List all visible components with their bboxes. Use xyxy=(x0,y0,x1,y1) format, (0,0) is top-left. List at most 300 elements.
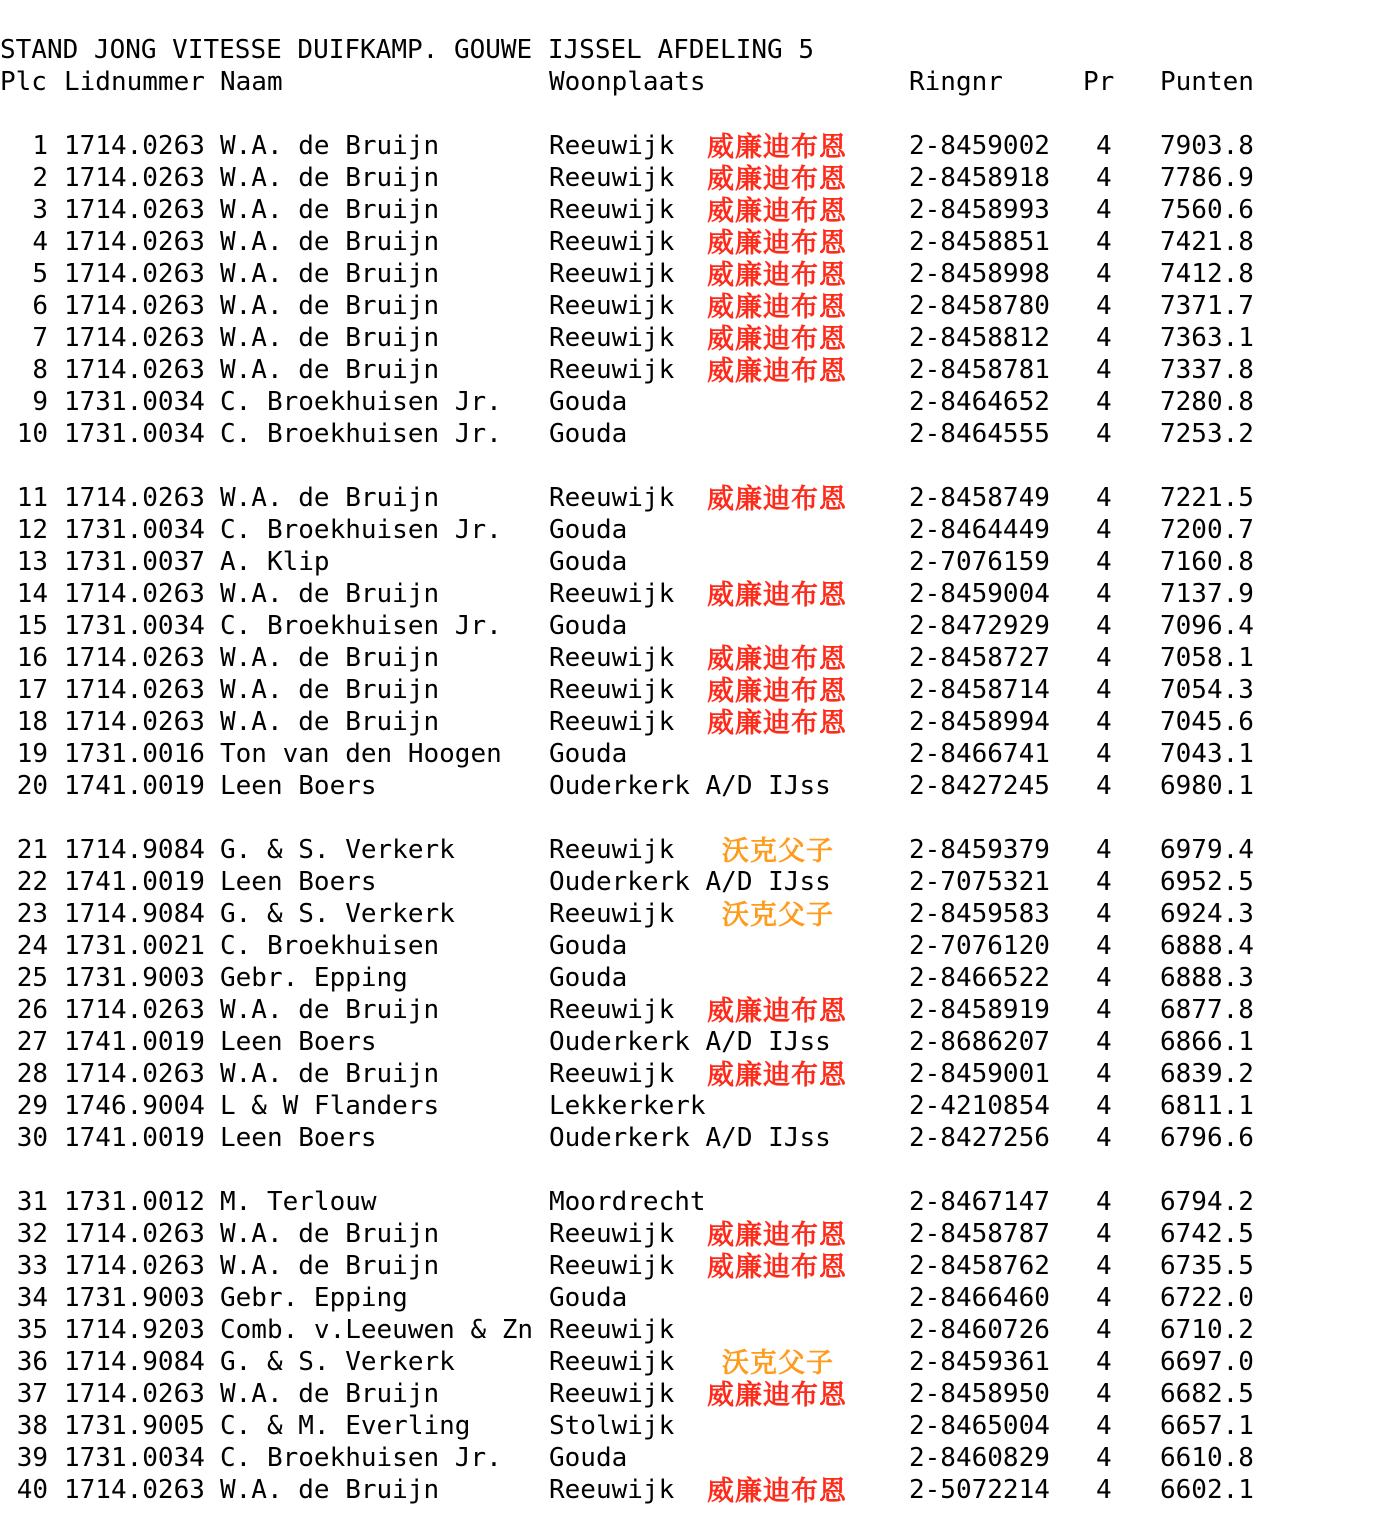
row-punten: 6866.1 xyxy=(1160,1027,1254,1057)
chinese-name-annotation: 威廉迪布恩 xyxy=(707,196,847,227)
row-ringnr: 2-8458749 xyxy=(909,483,1050,513)
row-woonplaats: Gouda xyxy=(549,419,628,449)
row-naam: W.A. de Bruijn xyxy=(220,579,440,609)
row-punten: 7096.4 xyxy=(1160,611,1254,641)
row-plc: 30 xyxy=(16,1123,48,1153)
row-naam: W.A. de Bruijn xyxy=(220,1059,440,1089)
header-ringnr: Ringnr xyxy=(909,67,1003,97)
row-pr: 4 xyxy=(1096,995,1112,1025)
row-woonplaats: Reeuwijk xyxy=(549,1379,675,1409)
row-ringnr: 2-8458994 xyxy=(909,707,1050,737)
row-woonplaats: Reeuwijk xyxy=(549,259,675,289)
table-row xyxy=(0,194,1398,226)
row-pr: 4 xyxy=(1096,131,1112,161)
table-row xyxy=(0,930,1398,962)
row-ringnr: 2-8458787 xyxy=(909,1219,1050,1249)
row-woonplaats: Reeuwijk xyxy=(549,323,675,353)
row-ringnr: 2-8459583 xyxy=(909,899,1050,929)
row-ringnr: 2-8467147 xyxy=(909,1187,1050,1217)
chinese-name-annotation: 威廉迪布恩 xyxy=(707,260,847,291)
row-naam: G. & S. Verkerk xyxy=(220,899,455,929)
row-ringnr: 2-8459002 xyxy=(909,131,1050,161)
row-plc: 9 xyxy=(32,387,48,417)
row-pr: 4 xyxy=(1096,611,1112,641)
row-naam: C. Broekhuisen Jr. xyxy=(220,1443,502,1473)
row-plc: 22 xyxy=(16,867,48,897)
row-pr: 4 xyxy=(1096,1443,1112,1473)
row-plc: 28 xyxy=(16,1059,48,1089)
row-woonplaats: Reeuwijk xyxy=(549,579,675,609)
chinese-name-annotation: 沃克父子 xyxy=(722,900,834,931)
row-pr: 4 xyxy=(1096,739,1112,769)
row-ringnr: 2-8458919 xyxy=(909,995,1050,1025)
row-pr: 4 xyxy=(1096,771,1112,801)
row-woonplaats: Reeuwijk xyxy=(549,1059,675,1089)
row-lidnummer: 1714.0263 xyxy=(64,227,205,257)
table-row xyxy=(0,674,1398,706)
row-naam: W.A. de Bruijn xyxy=(220,643,440,673)
row-woonplaats: Reeuwijk xyxy=(549,1475,675,1505)
row-ringnr: 2-8686207 xyxy=(909,1027,1050,1057)
chinese-name-annotation: 威廉迪布恩 xyxy=(707,356,847,387)
row-plc: 38 xyxy=(16,1411,48,1441)
row-punten: 6979.4 xyxy=(1160,835,1254,865)
row-ringnr: 2-8460726 xyxy=(909,1315,1050,1345)
row-lidnummer: 1714.0263 xyxy=(64,291,205,321)
row-plc: 1 xyxy=(32,131,48,161)
row-lidnummer: 1714.0263 xyxy=(64,1251,205,1281)
row-pr: 4 xyxy=(1096,163,1112,193)
row-pr: 4 xyxy=(1096,707,1112,737)
row-naam: W.A. de Bruijn xyxy=(220,1251,440,1281)
row-ringnr: 2-8458993 xyxy=(909,195,1050,225)
row-plc: 26 xyxy=(16,995,48,1025)
row-naam: Comb. v.Leeuwen & Zn xyxy=(220,1315,534,1345)
row-lidnummer: 1714.9084 xyxy=(64,899,205,929)
chinese-name-annotation: 威廉迪布恩 xyxy=(707,644,847,675)
row-ringnr: 2-7076159 xyxy=(909,547,1050,577)
row-ringnr: 2-8466460 xyxy=(909,1283,1050,1313)
row-lidnummer: 1714.9084 xyxy=(64,1347,205,1377)
row-naam: W.A. de Bruijn xyxy=(220,227,440,257)
table-row xyxy=(0,258,1398,290)
row-plc: 35 xyxy=(16,1315,48,1345)
row-ringnr: 2-7075321 xyxy=(909,867,1050,897)
row-lidnummer: 1714.0263 xyxy=(64,483,205,513)
row-ringnr: 2-8464555 xyxy=(909,419,1050,449)
row-punten: 7363.1 xyxy=(1160,323,1254,353)
row-lidnummer: 1714.0263 xyxy=(64,195,205,225)
row-plc: 6 xyxy=(32,291,48,321)
row-woonplaats: Reeuwijk xyxy=(549,1347,675,1377)
chinese-name-annotation: 威廉迪布恩 xyxy=(707,1060,847,1091)
table-row xyxy=(0,1378,1398,1410)
row-pr: 4 xyxy=(1096,963,1112,993)
row-woonplaats: Gouda xyxy=(549,515,628,545)
row-pr: 4 xyxy=(1096,835,1112,865)
row-woonplaats: Gouda xyxy=(549,1443,628,1473)
chinese-name-annotation: 威廉迪布恩 xyxy=(707,996,847,1027)
row-lidnummer: 1714.0263 xyxy=(64,131,205,161)
row-punten: 6697.0 xyxy=(1160,1347,1254,1377)
row-naam: G. & S. Verkerk xyxy=(220,1347,455,1377)
row-naam: Leen Boers xyxy=(220,771,377,801)
row-naam: W.A. de Bruijn xyxy=(220,195,440,225)
table-row xyxy=(0,354,1398,386)
table-row xyxy=(0,994,1398,1026)
row-ringnr: 2-8458851 xyxy=(909,227,1050,257)
row-pr: 4 xyxy=(1096,643,1112,673)
row-woonplaats: Stolwijk xyxy=(549,1411,675,1441)
row-plc: 36 xyxy=(16,1347,48,1377)
row-woonplaats: Reeuwijk xyxy=(549,995,675,1025)
row-naam: W.A. de Bruijn xyxy=(220,1219,440,1249)
row-punten: 7160.8 xyxy=(1160,547,1254,577)
row-punten: 7903.8 xyxy=(1160,131,1254,161)
row-woonplaats: Reeuwijk xyxy=(549,675,675,705)
chinese-name-annotation: 沃克父子 xyxy=(722,836,834,867)
row-lidnummer: 1731.0034 xyxy=(64,515,205,545)
row-woonplaats: Reeuwijk xyxy=(549,163,675,193)
table-row xyxy=(0,546,1398,578)
row-punten: 6811.1 xyxy=(1160,1091,1254,1121)
row-woonplaats: Reeuwijk xyxy=(549,1251,675,1281)
row-lidnummer: 1731.0037 xyxy=(64,547,205,577)
row-naam: W.A. de Bruijn xyxy=(220,291,440,321)
row-lidnummer: 1731.9005 xyxy=(64,1411,205,1441)
row-punten: 7412.8 xyxy=(1160,259,1254,289)
row-naam: W.A. de Bruijn xyxy=(220,1475,440,1505)
row-lidnummer: 1741.0019 xyxy=(64,771,205,801)
row-pr: 4 xyxy=(1096,1475,1112,1505)
row-lidnummer: 1714.0263 xyxy=(64,643,205,673)
table-row xyxy=(0,770,1398,802)
row-naam: C. Broekhuisen Jr. xyxy=(220,387,502,417)
row-lidnummer: 1714.0263 xyxy=(64,355,205,385)
row-pr: 4 xyxy=(1096,1187,1112,1217)
row-lidnummer: 1714.0263 xyxy=(64,579,205,609)
table-row xyxy=(0,1058,1398,1090)
row-punten: 7253.2 xyxy=(1160,419,1254,449)
table-row xyxy=(0,514,1398,546)
table-row xyxy=(0,962,1398,994)
table-row xyxy=(0,386,1398,418)
row-lidnummer: 1731.0016 xyxy=(64,739,205,769)
row-woonplaats: Gouda xyxy=(549,1283,628,1313)
row-lidnummer: 1746.9004 xyxy=(64,1091,205,1121)
table-row xyxy=(0,130,1398,162)
row-woonplaats: Ouderkerk A/D IJss xyxy=(549,867,831,897)
row-woonplaats: Reeuwijk xyxy=(549,1219,675,1249)
row-lidnummer: 1731.0034 xyxy=(64,1443,205,1473)
row-woonplaats: Reeuwijk xyxy=(549,1315,675,1345)
row-pr: 4 xyxy=(1096,675,1112,705)
chinese-name-annotation: 威廉迪布恩 xyxy=(707,1252,847,1283)
row-punten: 7045.6 xyxy=(1160,707,1254,737)
row-punten: 6610.8 xyxy=(1160,1443,1254,1473)
table-row xyxy=(0,1410,1398,1442)
row-naam: W.A. de Bruijn xyxy=(220,163,440,193)
row-punten: 6839.2 xyxy=(1160,1059,1254,1089)
row-lidnummer: 1741.0019 xyxy=(64,1123,205,1153)
row-pr: 4 xyxy=(1096,387,1112,417)
row-punten: 6735.5 xyxy=(1160,1251,1254,1281)
row-punten: 6742.5 xyxy=(1160,1219,1254,1249)
row-pr: 4 xyxy=(1096,899,1112,929)
row-woonplaats: Gouda xyxy=(549,547,628,577)
row-lidnummer: 1714.0263 xyxy=(64,1475,205,1505)
row-pr: 4 xyxy=(1096,1027,1112,1057)
row-lidnummer: 1741.0019 xyxy=(64,1027,205,1057)
header-punten: Punten xyxy=(1160,67,1254,97)
table-row xyxy=(0,642,1398,674)
row-plc: 5 xyxy=(32,259,48,289)
row-lidnummer: 1714.0263 xyxy=(64,323,205,353)
table-row xyxy=(0,226,1398,258)
row-plc: 4 xyxy=(32,227,48,257)
chinese-name-annotation: 威廉迪布恩 xyxy=(707,228,847,259)
row-naam: G. & S. Verkerk xyxy=(220,835,455,865)
row-pr: 4 xyxy=(1096,259,1112,289)
row-woonplaats: Gouda xyxy=(549,387,628,417)
row-ringnr: 2-8458998 xyxy=(909,259,1050,289)
row-plc: 3 xyxy=(32,195,48,225)
row-lidnummer: 1714.0263 xyxy=(64,707,205,737)
row-lidnummer: 1714.0263 xyxy=(64,1059,205,1089)
row-plc: 11 xyxy=(16,483,48,513)
table-row xyxy=(0,834,1398,866)
table-row xyxy=(0,738,1398,770)
row-naam: Gebr. Epping xyxy=(220,1283,408,1313)
row-plc: 10 xyxy=(16,419,48,449)
row-woonplaats: Gouda xyxy=(549,739,628,769)
row-plc: 14 xyxy=(16,579,48,609)
row-woonplaats: Reeuwijk xyxy=(549,483,675,513)
row-punten: 7371.7 xyxy=(1160,291,1254,321)
row-woonplaats: Ouderkerk A/D IJss xyxy=(549,1123,831,1153)
row-naam: C. Broekhuisen Jr. xyxy=(220,515,502,545)
row-pr: 4 xyxy=(1096,419,1112,449)
row-naam: W.A. de Bruijn xyxy=(220,995,440,1025)
row-ringnr: 2-8458918 xyxy=(909,163,1050,193)
table-row xyxy=(0,1186,1398,1218)
row-lidnummer: 1714.0263 xyxy=(64,1219,205,1249)
row-pr: 4 xyxy=(1096,867,1112,897)
row-naam: Leen Boers xyxy=(220,867,377,897)
row-ringnr: 2-8427245 xyxy=(909,771,1050,801)
row-naam: W.A. de Bruijn xyxy=(220,675,440,705)
row-naam: C. Broekhuisen xyxy=(220,931,440,961)
row-naam: W.A. de Bruijn xyxy=(220,707,440,737)
row-naam: C. Broekhuisen Jr. xyxy=(220,611,502,641)
row-plc: 40 xyxy=(16,1475,48,1505)
chinese-name-annotation: 威廉迪布恩 xyxy=(707,1476,847,1507)
row-punten: 7058.1 xyxy=(1160,643,1254,673)
row-naam: W.A. de Bruijn xyxy=(220,483,440,513)
row-woonplaats: Reeuwijk xyxy=(549,355,675,385)
table-row xyxy=(0,482,1398,514)
row-punten: 6877.8 xyxy=(1160,995,1254,1025)
row-pr: 4 xyxy=(1096,1091,1112,1121)
row-woonplaats: Reeuwijk xyxy=(549,643,675,673)
row-punten: 6952.5 xyxy=(1160,867,1254,897)
chinese-name-annotation: 威廉迪布恩 xyxy=(707,580,847,611)
header-lidnummer: Lidnummer xyxy=(64,67,205,97)
row-pr: 4 xyxy=(1096,1347,1112,1377)
row-ringnr: 2-8460829 xyxy=(909,1443,1050,1473)
row-punten: 7421.8 xyxy=(1160,227,1254,257)
row-ringnr: 2-8458812 xyxy=(909,323,1050,353)
row-lidnummer: 1714.0263 xyxy=(64,1379,205,1409)
table-row xyxy=(0,578,1398,610)
row-plc: 23 xyxy=(16,899,48,929)
row-ringnr: 2-8464449 xyxy=(909,515,1050,545)
row-pr: 4 xyxy=(1096,483,1112,513)
chinese-name-annotation: 威廉迪布恩 xyxy=(707,708,847,739)
row-pr: 4 xyxy=(1096,195,1112,225)
row-lidnummer: 1714.9084 xyxy=(64,835,205,865)
row-naam: A. Klip xyxy=(220,547,330,577)
row-ringnr: 2-4210854 xyxy=(909,1091,1050,1121)
row-woonplaats: Ouderkerk A/D IJss xyxy=(549,1027,831,1057)
row-plc: 2 xyxy=(32,163,48,193)
row-plc: 25 xyxy=(16,963,48,993)
table-row xyxy=(0,1122,1398,1154)
table-row xyxy=(0,1442,1398,1474)
row-ringnr: 2-8458780 xyxy=(909,291,1050,321)
row-naam: M. Terlouw xyxy=(220,1187,377,1217)
row-woonplaats: Reeuwijk xyxy=(549,707,675,737)
row-plc: 21 xyxy=(16,835,48,865)
row-ringnr: 2-8464652 xyxy=(909,387,1050,417)
row-naam: Ton van den Hoogen xyxy=(220,739,502,769)
table-row xyxy=(0,322,1398,354)
row-punten: 6722.0 xyxy=(1160,1283,1254,1313)
row-pr: 4 xyxy=(1096,1123,1112,1153)
row-ringnr: 2-8466741 xyxy=(909,739,1050,769)
row-plc: 8 xyxy=(32,355,48,385)
row-ringnr: 2-8459001 xyxy=(909,1059,1050,1089)
row-punten: 6794.2 xyxy=(1160,1187,1254,1217)
row-woonplaats: Moordrecht xyxy=(549,1187,706,1217)
row-punten: 7337.8 xyxy=(1160,355,1254,385)
row-naam: W.A. de Bruijn xyxy=(220,259,440,289)
row-naam: W.A. de Bruijn xyxy=(220,355,440,385)
chinese-name-annotation: 威廉迪布恩 xyxy=(707,1380,847,1411)
row-woonplaats: Gouda xyxy=(549,963,628,993)
row-lidnummer: 1731.9003 xyxy=(64,963,205,993)
row-plc: 18 xyxy=(16,707,48,737)
row-pr: 4 xyxy=(1096,1283,1112,1313)
row-punten: 7280.8 xyxy=(1160,387,1254,417)
row-woonplaats: Reeuwijk xyxy=(549,291,675,321)
row-plc: 20 xyxy=(16,771,48,801)
row-woonplaats: Reeuwijk xyxy=(549,227,675,257)
row-pr: 4 xyxy=(1096,323,1112,353)
row-punten: 6924.3 xyxy=(1160,899,1254,929)
table-row xyxy=(0,1090,1398,1122)
row-plc: 37 xyxy=(16,1379,48,1409)
table-row xyxy=(0,1026,1398,1058)
row-ringnr: 2-8458727 xyxy=(909,643,1050,673)
row-pr: 4 xyxy=(1096,1251,1112,1281)
row-pr: 4 xyxy=(1096,547,1112,577)
table-row xyxy=(0,1250,1398,1282)
row-lidnummer: 1731.0012 xyxy=(64,1187,205,1217)
page-title: STAND JONG VITESSE DUIFKAMP. GOUWE IJSSEL AFDELING 5 xyxy=(0,35,814,65)
row-lidnummer: 1714.9203 xyxy=(64,1315,205,1345)
row-naam: L & W Flanders xyxy=(220,1091,440,1121)
row-punten: 6682.5 xyxy=(1160,1379,1254,1409)
row-punten: 7221.5 xyxy=(1160,483,1254,513)
row-ringnr: 2-8466522 xyxy=(909,963,1050,993)
header-pr: Pr xyxy=(1083,67,1115,97)
header-naam: Naam xyxy=(220,67,283,97)
row-punten: 6888.4 xyxy=(1160,931,1254,961)
table-row xyxy=(0,610,1398,642)
row-plc: 24 xyxy=(16,931,48,961)
table-row xyxy=(0,1314,1398,1346)
row-lidnummer: 1731.0034 xyxy=(64,387,205,417)
row-naam: W.A. de Bruijn xyxy=(220,1379,440,1409)
row-punten: 7043.1 xyxy=(1160,739,1254,769)
row-punten: 7054.3 xyxy=(1160,675,1254,705)
row-pr: 4 xyxy=(1096,1219,1112,1249)
row-naam: Leen Boers xyxy=(220,1027,377,1057)
row-pr: 4 xyxy=(1096,931,1112,961)
row-ringnr: 2-8458781 xyxy=(909,355,1050,385)
row-ringnr: 2-8458950 xyxy=(909,1379,1050,1409)
row-woonplaats: Gouda xyxy=(549,611,628,641)
table-row xyxy=(0,1346,1398,1378)
row-punten: 6796.6 xyxy=(1160,1123,1254,1153)
row-ringnr: 2-8459361 xyxy=(909,1347,1050,1377)
row-plc: 19 xyxy=(16,739,48,769)
table-row xyxy=(0,418,1398,450)
chinese-name-annotation: 威廉迪布恩 xyxy=(707,676,847,707)
row-punten: 7200.7 xyxy=(1160,515,1254,545)
row-pr: 4 xyxy=(1096,515,1112,545)
row-plc: 29 xyxy=(16,1091,48,1121)
row-ringnr: 2-8459004 xyxy=(909,579,1050,609)
chinese-name-annotation: 威廉迪布恩 xyxy=(707,484,847,515)
row-plc: 17 xyxy=(16,675,48,705)
chinese-name-annotation: 沃克父子 xyxy=(722,1348,834,1379)
column-header-row xyxy=(0,66,1398,98)
row-ringnr: 2-8459379 xyxy=(909,835,1050,865)
row-plc: 12 xyxy=(16,515,48,545)
row-lidnummer: 1731.0034 xyxy=(64,611,205,641)
table-row xyxy=(0,866,1398,898)
row-lidnummer: 1714.0263 xyxy=(64,163,205,193)
row-lidnummer: 1741.0019 xyxy=(64,867,205,897)
row-woonplaats: Reeuwijk xyxy=(549,131,675,161)
row-ringnr: 2-8458762 xyxy=(909,1251,1050,1281)
row-punten: 6888.3 xyxy=(1160,963,1254,993)
row-pr: 4 xyxy=(1096,227,1112,257)
table-row xyxy=(0,162,1398,194)
header-woonplaats: Woonplaats xyxy=(549,67,706,97)
row-naam: Leen Boers xyxy=(220,1123,377,1153)
row-woonplaats: Ouderkerk A/D IJss xyxy=(549,771,831,801)
table-row xyxy=(0,1282,1398,1314)
row-plc: 13 xyxy=(16,547,48,577)
row-naam: C. & M. Everling xyxy=(220,1411,471,1441)
row-pr: 4 xyxy=(1096,355,1112,385)
row-plc: 34 xyxy=(16,1283,48,1313)
row-plc: 31 xyxy=(16,1187,48,1217)
row-woonplaats: Reeuwijk xyxy=(549,899,675,929)
